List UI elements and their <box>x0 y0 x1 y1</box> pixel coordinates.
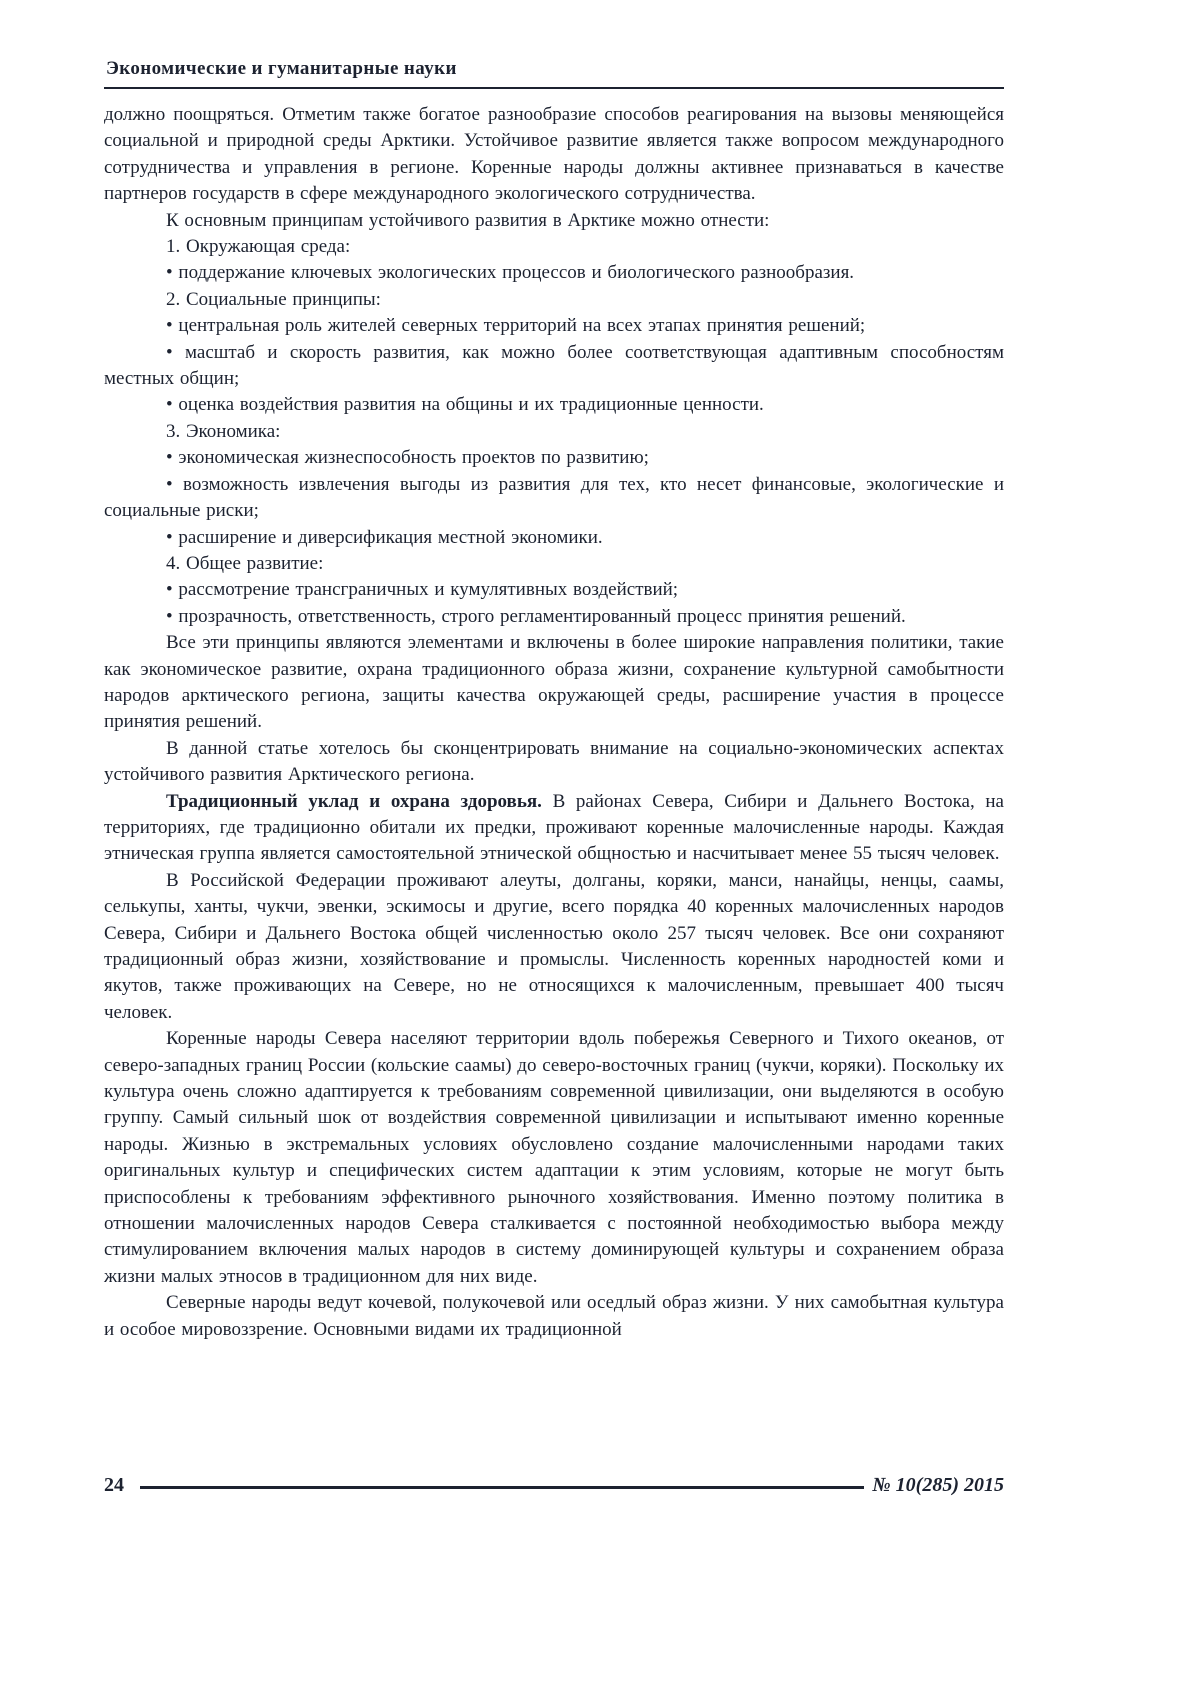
list-heading: 3. Экономика: <box>166 420 281 442</box>
paragraph: В данной статье хотелось бы сконцентрировать внимание на социально-экономических аспектах устойчивого развития Арктического региона. <box>104 737 1004 786</box>
running-head <box>104 58 1004 89</box>
list-item: • поддержание ключевых экологических процессов и биологического разнообразия. <box>166 262 855 284</box>
list-heading: 2. Социальные принципы: <box>166 288 381 310</box>
issue-label: № 10(285) 2015 <box>872 1474 1004 1496</box>
list-item: • расширение и диверсификация местной экономики. <box>166 526 603 548</box>
list-item: • экономическая жизнеспособность проектов по развитию; <box>166 447 649 469</box>
paragraph: должно поощряться. Отметим также богатое разнообразие способов реагирования на вызовы меняющейся социальной и природной среды Арктики. Устойчивое развитие является также вопросом международного сотрудничества и управления в регионе. Коренные народы должны активнее признаваться в качестве партнеров государств в сфере международного экологического сотрудничества. <box>104 104 1004 205</box>
paragraph: В Российской Федерации проживают алеуты, долганы, коряки, манси, нанайцы, ненцы, саамы, селькупы, ханты, чукчи, эвенки, эскимосы и другие, всего порядка 40 коренных малочисленных народов Севера, Сибири и Дальнего Востока общей численностью около 257 тысяч человек. Все они сохраняют традиционный образ жизни, хозяйствование и промыслы. Численность коренных народностей коми и якутов, также проживающих на Севере, но не относящихся к малочисленным, превышает 400 тысяч человек. <box>104 869 1004 1023</box>
list-item: • прозрачность, ответственность, строго регламентированный процесс принятия решений. <box>166 605 906 627</box>
paragraph <box>104 789 1004 868</box>
list-item: • центральная роль жителей северных территорий на всех этапах принятия решений; <box>166 315 866 337</box>
page-footer <box>104 1474 1004 1497</box>
paragraph: К основным принципам устойчивого развития в Арктике можно отнести: <box>166 209 770 231</box>
list-item: • масштаб и скорость развития, как можно более соответствующая адаптивным способностям местных общин; <box>104 341 1004 390</box>
page-number: 24 <box>104 1474 124 1496</box>
list-item: • оценка воздействия развития на общины и их традиционные ценности. <box>166 394 764 416</box>
paragraph-text: В районах Севера, Сибири и Дальнего Востока, на территориях, где традиционно обитали их предки, проживают коренные малочисленные народы. Каждая этническая группа является самостоятельной этнической общностью и насчитывает менее 55 тысяч человек. <box>104 790 1004 865</box>
article-body <box>104 102 1004 1343</box>
list-item: • рассмотрение трансграничных и кумулятивных воздействий; <box>166 579 679 601</box>
paragraph: Все эти принципы являются элементами и включены в более широкие направления политики, такие как экономическое развитие, охрана традиционного образа жизни, сохранение культурной самобытности народов арктического региона, защиты качества окружающей среды, расширение участия в процессе принятия решений. <box>104 632 1004 733</box>
paragraph: Северные народы ведут кочевой, полукочевой или оседлый образ жизни. У них самобытная культура и особое мировоззрение. Основными видами их традиционной <box>104 1292 1004 1340</box>
paragraph: Коренные народы Севера населяют территории вдоль побережья Северного и Тихого океанов, от северо-западных границ России (кольские саамы) до северо-восточных границ (чукчи, коряки). Поскольку их культура очень сложно адаптируется к требованиям современной цивилизации, они выделяются в особую группу. Самый сильный шок от воздействия современной цивилизации и испытывают именно коренные народы. Жизнью в экстремальных условиях обусловлено создание малочисленными народами таких оригинальных культур и специфических систем адаптации к этим условиям, которые не могут быть приспособлены к требованиям эффективного рыночного хозяйствования. Именно поэтому политика в отношении малочисленных народов Севера сталкивается с постоянной необходимостью выбора между стимулированием включения малых народов в систему доминирующей культуры и сохранением образа жизни малых этносов в традиционном для них виде. <box>104 1028 1004 1287</box>
list-item: • возможность извлечения выгоды из развития для тех, кто несет финансовые, экологические и социальные риски; <box>104 473 1004 522</box>
footer-rule <box>140 1486 864 1489</box>
section-lead-bold: Традиционный уклад и охрана здоровья. <box>166 790 542 812</box>
list-heading: 4. Общее развитие: <box>166 552 324 574</box>
list-heading: 1. Окружающая среда: <box>166 236 351 258</box>
journal-title: Экономические и гуманитарные науки <box>106 58 457 79</box>
